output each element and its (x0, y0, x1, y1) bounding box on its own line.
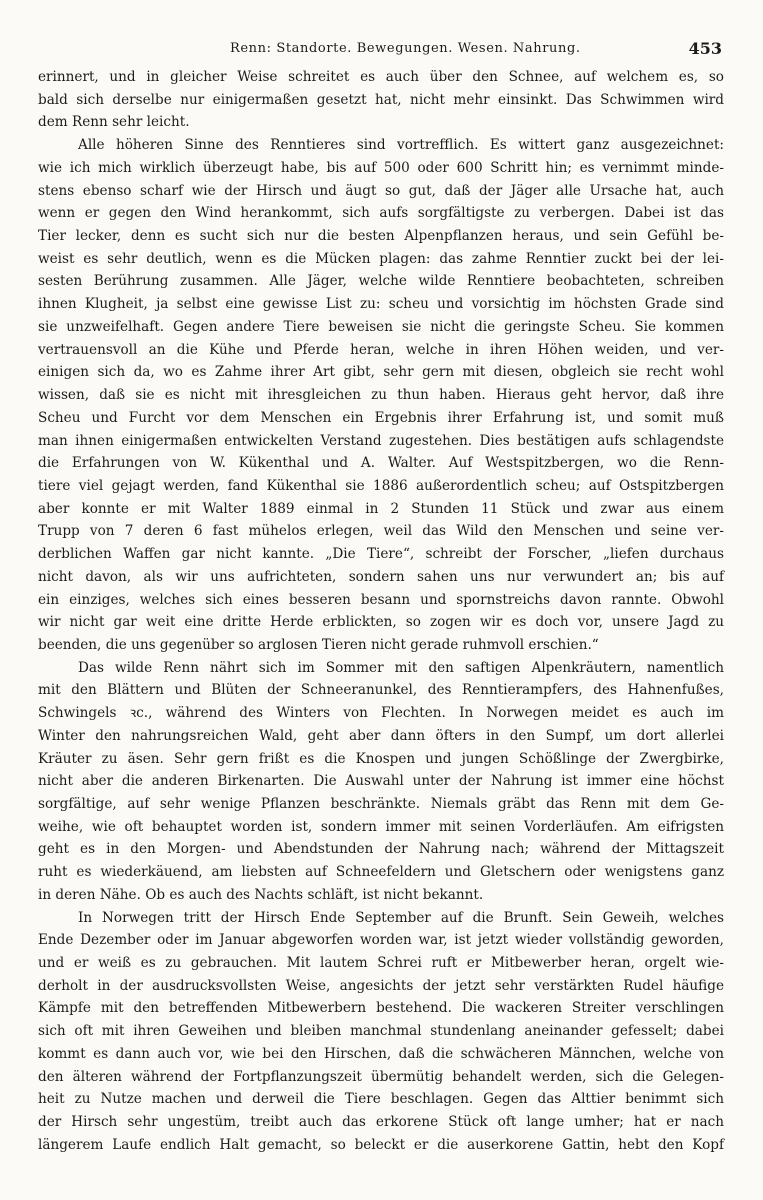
text-line: sesten Berührung zusammen. Alle Jäger, welche wilde Renntiere beobachteten, schreiben (38, 273, 724, 290)
text-line: derblichen Waffen gar nicht kannte. „Die Tiere“, schreibt der Forscher, „liefen durchaus (38, 546, 724, 563)
text-line: längerem Laufe endlich Halt gemacht, so beleckt er die auserkorene Gattin, hebt den Kopf (38, 1136, 724, 1153)
text-line: Das wilde Renn nährt sich im Sommer mit den saftigen Alpenkräutern, namentlich (78, 659, 724, 676)
text-line: Kämpfe mit den betreffenden Mitbewerbern bestehend. Die wackeren Streiter verschlingen (38, 1000, 724, 1017)
paragraph (38, 134, 724, 657)
text-line: stens ebenso scharf wie der Hirsch und äugt so gut, daß der Jäger alle Ursache hat, auch (38, 182, 724, 199)
text-line: kommt es dann auch vor, wie bei den Hirschen, daß die schwächeren Männchen, welche von (38, 1045, 724, 1062)
text-line: vertrauensvoll an die Kühe und Pferde heran, welche in ihren Höhen weiden, und ver- (38, 341, 724, 358)
text-line: Kräuter zu äsen. Sehr gern frißt es die Knospen und jungen Schößlinge der Zwergbirke, (38, 750, 724, 767)
text-line: ruht es wiederkäuend, am liebsten auf Schneefeldern und Gletschern oder wenigstens ganz (38, 864, 724, 881)
text-line: aber konnte er mit Walter 1889 einmal in 2 Stunden 11 Stück und zwar aus einem (38, 500, 724, 517)
text-line: Scheu und Furcht vor dem Menschen ein Ergebnis ihrer Erfahrung ist, und somit muß (38, 409, 724, 426)
text-line: nicht davon, als wir uns aufrichteten, sondern sahen uns nur verwundert an; bis auf (38, 568, 724, 585)
text-line: den älteren während der Fortpflanzungszeit übermütig behandelt werden, sich die Gelegen- (38, 1068, 724, 1085)
text-line: erinnert, und in gleicher Weise schreitet es auch über den Schnee, auf welchem es, so (38, 69, 724, 85)
text-line: In Norwegen tritt der Hirsch Ende September auf die Brunft. Sein Geweih, welches (78, 909, 724, 926)
text-line: in deren Nähe. Ob es auch des Nachts schläft, ist nicht bekannt. (38, 886, 484, 903)
text-line: die Erfahrungen von W. Kükenthal und A. Walter. Auf Westspitzbergen, wo die Renn- (38, 455, 724, 472)
paragraph (38, 657, 724, 907)
text-line: einigen sich da, wo es Zahme ihrer Art gibt, sehr gern mit diesen, obgleich sie recht wohl (38, 364, 724, 381)
page-number: 453 (688, 39, 722, 58)
text-line: ein einziges, welches sich eines besseren besann und spornstreichs davon rannte. Obwohl (38, 591, 724, 608)
text-line: wie ich mich wirklich überzeugt habe, bis auf 500 oder 600 Schritt hin; es vernimmt minde- (38, 159, 724, 176)
text-line: Trupp von 7 deren 6 fast mühelos erlegen, weil das Wild den Menschen und seine ver- (38, 523, 724, 540)
text-line: Schwingels ꝛc., während des Winters von Flechten. In Norwegen meidet es auch im (38, 705, 724, 722)
text-line: sorgfältige, auf sehr wenige Pflanzen beschränkte. Niemals gräbt das Renn mit dem Ge- (38, 796, 724, 812)
text-line: tiere viel gejagt werden, fand Kükenthal sie 1886 außerordentlich scheu; auf Ostspitzbergen (38, 477, 724, 494)
text-line: derholt in der ausdrucksvollsten Weise, angesichts der jetzt sehr verstärkten Rudel häufige (38, 977, 724, 994)
text-line: und er weiß es zu gebrauchen. Mit lautem Schrei ruft er Mitbewerber heran, orgelt wie- (38, 955, 724, 972)
text-line: Tier lecker, denn es sucht sich nur die besten Alpenpflanzen heraus, und sein Gefühl be- (38, 228, 724, 245)
text-line: wenn er gegen den Wind herankommt, sich aufs sorgfältigste zu verbergen. Dabei ist das (38, 205, 724, 222)
paragraph (38, 907, 724, 1157)
text-line: man ihnen einigermaßen entwickelten Verstand zugestehen. Dies bestätigen aufs schlagendste (38, 432, 724, 449)
text-line: sie unzweifelhaft. Gegen andere Tiere beweisen sie nicht die geringste Scheu. Sie kommen (38, 318, 724, 335)
text-line: weist es sehr deutlich, wenn es die Mücken plagen: das zahme Renntier zuckt bei der lei- (38, 250, 724, 267)
text-line: dem Renn sehr leicht. (38, 114, 190, 131)
text-line: mit den Blättern und Blüten der Schneeranunkel, des Renntierampfers, des Hahnenfußes, (38, 682, 724, 699)
text-line: beenden, die uns gegenüber so arglosen Tieren nicht gerade ruhmvoll erschien.“ (38, 636, 599, 653)
text-line: wissen, daß sie es nicht mit ihresgleichen zu thun haben. Hieraus geht hervor, daß ihre (38, 387, 724, 404)
text-line: ihnen Klugheit, ja selbst eine gewisse List zu: scheu und vorsichtig im höchsten Grade sind (38, 296, 724, 313)
paragraph (38, 66, 724, 134)
text-line: Winter den nahrungsreichen Wald, geht aber dann öfters in den Sumpf, um dort allerlei (38, 727, 724, 744)
text-line: Ende Dezember oder im Januar abgeworfen worden war, ist jetzt wieder vollständig geworden, (38, 932, 724, 949)
body-text (38, 66, 724, 1157)
text-line: der Hirsch sehr ungestüm, treibt auch das erkorene Stück oft lange umher; hat er nach (38, 1114, 724, 1131)
text-line: Alle höheren Sinne des Renntieres sind vortrefflich. Es wittert ganz ausgezeichnet: (78, 137, 724, 154)
text-line: nicht aber die anderen Birkenarten. Die Auswahl unter der Nahrung ist immer eine höchst (38, 773, 724, 790)
text-line: wir nicht gar weit eine dritte Herde erblickten, so zogen wir es doch vor, unsere Jagd zu (38, 614, 724, 631)
text-line: bald sich derselbe nur einigermaßen gesetzt hat, nicht mehr einsinkt. Das Schwimmen wird (38, 91, 724, 108)
text-line: heit zu Nutze machen und derweil die Tiere beschlagen. Gegen das Alttier benimmt sich (38, 1091, 724, 1108)
text-line: weihe, wie oft behauptet worden ist, sondern immer mit seinen Vorderläufen. Am eifrigsten (38, 818, 724, 835)
text-line: geht es in den Morgen- und Abendstunden der Nahrung nach; während der Mittagszeit (38, 841, 724, 858)
running-head: Renn: Standorte. Bewegungen. Wesen. Nahrung. (230, 41, 581, 56)
text-line: sich oft mit ihren Geweihen und bleiben manchmal stundenlang aneinander gefesselt; dabei (38, 1023, 724, 1040)
